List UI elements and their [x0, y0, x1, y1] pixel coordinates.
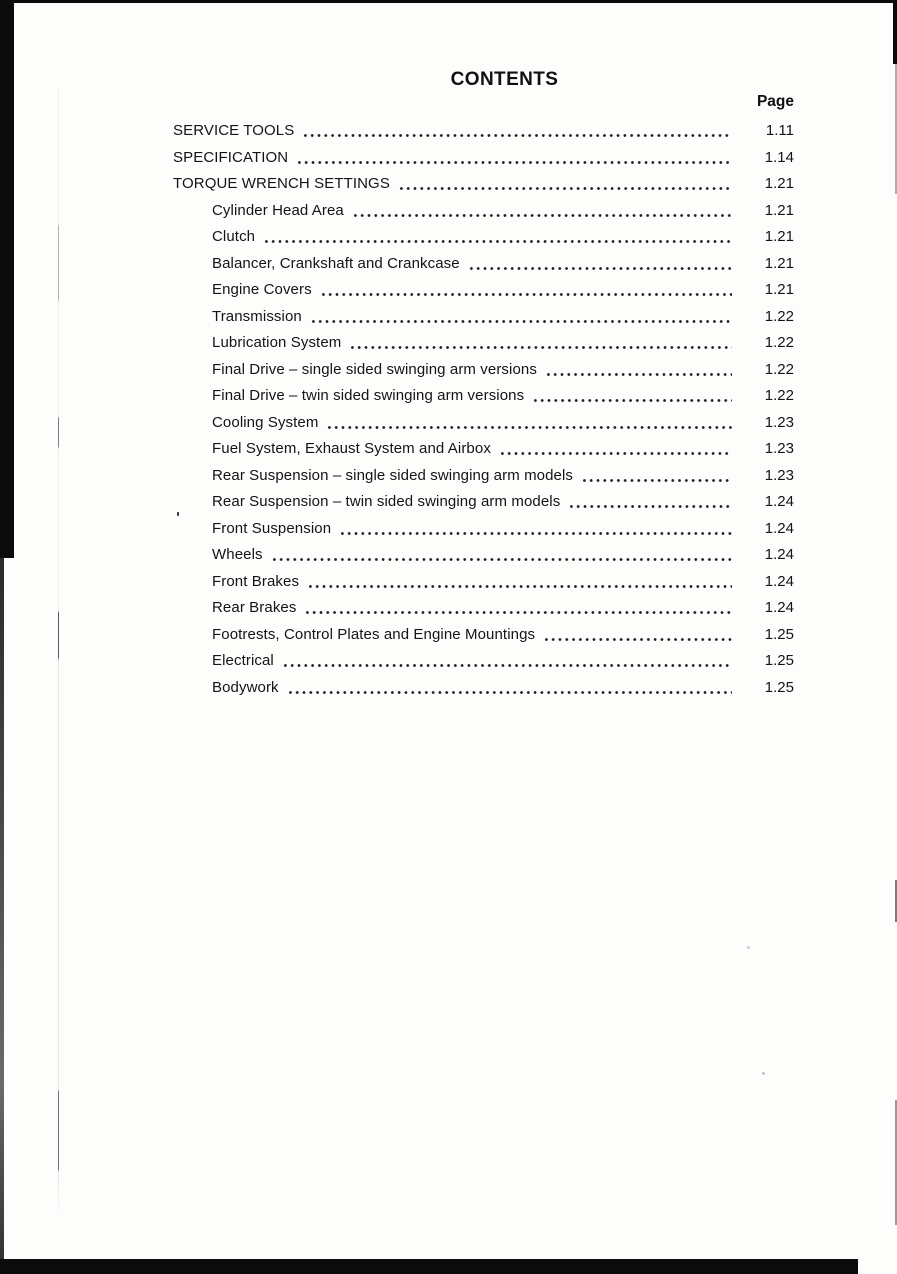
toc-entry-page: 1.23: [764, 440, 794, 457]
toc-entry: [173, 304, 794, 331]
dot-leader: [302, 595, 732, 622]
toc-entry-label: Rear Suspension – twin sided swinging arm models: [212, 493, 561, 510]
toc-entry-label: Rear Brakes: [212, 599, 297, 616]
toc-entry-page: 1.21: [764, 175, 794, 192]
toc-entry-label: TORQUE WRENCH SETTINGS: [173, 175, 390, 192]
toc-entry: [173, 675, 794, 702]
dot-leader: [324, 410, 732, 437]
dot-leader: [285, 675, 732, 702]
toc-entry-label: Final Drive – twin sided swinging arm versions: [212, 387, 525, 404]
toc-entry: [173, 436, 794, 463]
toc-entry: [173, 224, 794, 251]
scan-edge-left-upper: [0, 2, 14, 558]
toc-entry: [173, 118, 794, 145]
toc-entry-page: 1.23: [764, 466, 794, 484]
dot-leader: [566, 489, 732, 516]
toc-entry-page: 1.22: [764, 334, 794, 351]
toc-entry-label: Clutch: [212, 228, 256, 245]
toc-entry: [173, 569, 794, 596]
dot-leader: [294, 145, 732, 172]
toc-entry-page: 1.21: [764, 201, 794, 219]
toc-entry-label: Transmission: [212, 307, 302, 325]
dot-leader: [541, 622, 732, 649]
scan-edge-top: [0, 0, 897, 3]
dot-leader: [300, 118, 732, 145]
toc-entry-label: Electrical: [212, 652, 274, 669]
dot-leader: [337, 516, 732, 543]
toc-entry: [173, 463, 794, 490]
toc-entry-label: Front Suspension: [212, 519, 332, 537]
toc-entry: [173, 198, 794, 225]
toc-entry-page: 1.14: [764, 148, 794, 166]
scan-fold-line: [58, 88, 59, 1212]
toc-entry-page: 1.24: [764, 493, 794, 510]
toc-entry-label: Lubrication System: [212, 334, 342, 351]
toc-entry: [173, 622, 794, 649]
toc-entry: [173, 330, 794, 357]
toc-entry-page: 1.25: [764, 625, 794, 643]
dot-leader: [579, 463, 732, 490]
toc-entry-page: 1.24: [764, 546, 794, 563]
toc-entry-label: Footrests, Control Plates and Engine Mountings: [212, 625, 536, 643]
dot-leader: [497, 436, 732, 463]
toc-entry-label: Fuel System, Exhaust System and Airbox: [212, 440, 491, 457]
dot-leader: [530, 383, 732, 410]
scan-edge-right-top: [893, 0, 897, 64]
toc-entry-label: Wheels: [212, 546, 263, 563]
dot-leader: [305, 569, 732, 596]
scan-speck: [762, 1072, 765, 1075]
toc-entry-page: 1.21: [764, 281, 794, 298]
toc-entry-page: 1.22: [764, 387, 794, 404]
toc-entry-page: 1.23: [764, 413, 794, 431]
toc-entry-label: Front Brakes: [212, 572, 300, 590]
toc-entry-label: Cooling System: [212, 413, 319, 431]
toc-entry-page: 1.22: [764, 360, 794, 378]
dot-leader: [308, 304, 732, 331]
toc-entry-label: SERVICE TOOLS: [173, 122, 295, 139]
toc-entry: [173, 383, 794, 410]
toc-entry: [173, 251, 794, 278]
toc-entry: [173, 595, 794, 622]
dot-leader: [347, 330, 732, 357]
dot-leader: [466, 251, 732, 278]
toc-entry: [173, 357, 794, 384]
scan-edge-bottom: [0, 1259, 858, 1274]
toc-entry-page: 1.21: [764, 254, 794, 272]
scan-speck: [747, 946, 750, 949]
toc-entry-label: SPECIFICATION: [173, 148, 289, 166]
page-title: CONTENTS: [450, 69, 559, 90]
toc-entry-page: 1.22: [764, 307, 794, 325]
toc-entry-page: 1.24: [764, 519, 794, 537]
scan-edge-left-lower: [0, 558, 4, 1262]
toc-entry: [173, 277, 794, 304]
dot-leader: [318, 277, 732, 304]
toc-entry-label: Engine Covers: [212, 281, 312, 298]
toc-entry: [173, 542, 794, 569]
toc-entry-page: 1.24: [764, 572, 794, 590]
toc-entry: [173, 489, 794, 516]
dot-leader: [261, 224, 732, 251]
page-column-header: Page: [756, 93, 794, 110]
dot-leader: [280, 648, 732, 675]
toc-entry-label: Cylinder Head Area: [212, 201, 344, 219]
toc-entry-page: 1.25: [764, 678, 794, 696]
toc-list: [173, 118, 794, 701]
toc-entry-page: 1.25: [764, 652, 794, 669]
dot-leader: [350, 198, 732, 225]
toc-entry-label: Bodywork: [212, 678, 279, 696]
toc-entry-page: 1.21: [764, 228, 794, 245]
toc-entry: [173, 516, 794, 543]
toc-entry: [173, 410, 794, 437]
toc-entry: [173, 171, 794, 198]
toc-entry: [173, 145, 794, 172]
dot-leader: [396, 171, 732, 198]
toc-entry-page: 1.11: [765, 122, 794, 139]
toc-entry-label: Balancer, Crankshaft and Crankcase: [212, 254, 460, 272]
dot-leader: [269, 542, 732, 569]
toc-entry-label: Final Drive – single sided swinging arm versions: [212, 360, 537, 378]
toc-entry-label: Rear Suspension – single sided swinging arm models: [212, 466, 574, 484]
dot-leader: [543, 357, 732, 384]
toc-entry-page: 1.24: [764, 599, 794, 616]
toc-entry: [173, 648, 794, 675]
toc-content: [173, 70, 794, 701]
